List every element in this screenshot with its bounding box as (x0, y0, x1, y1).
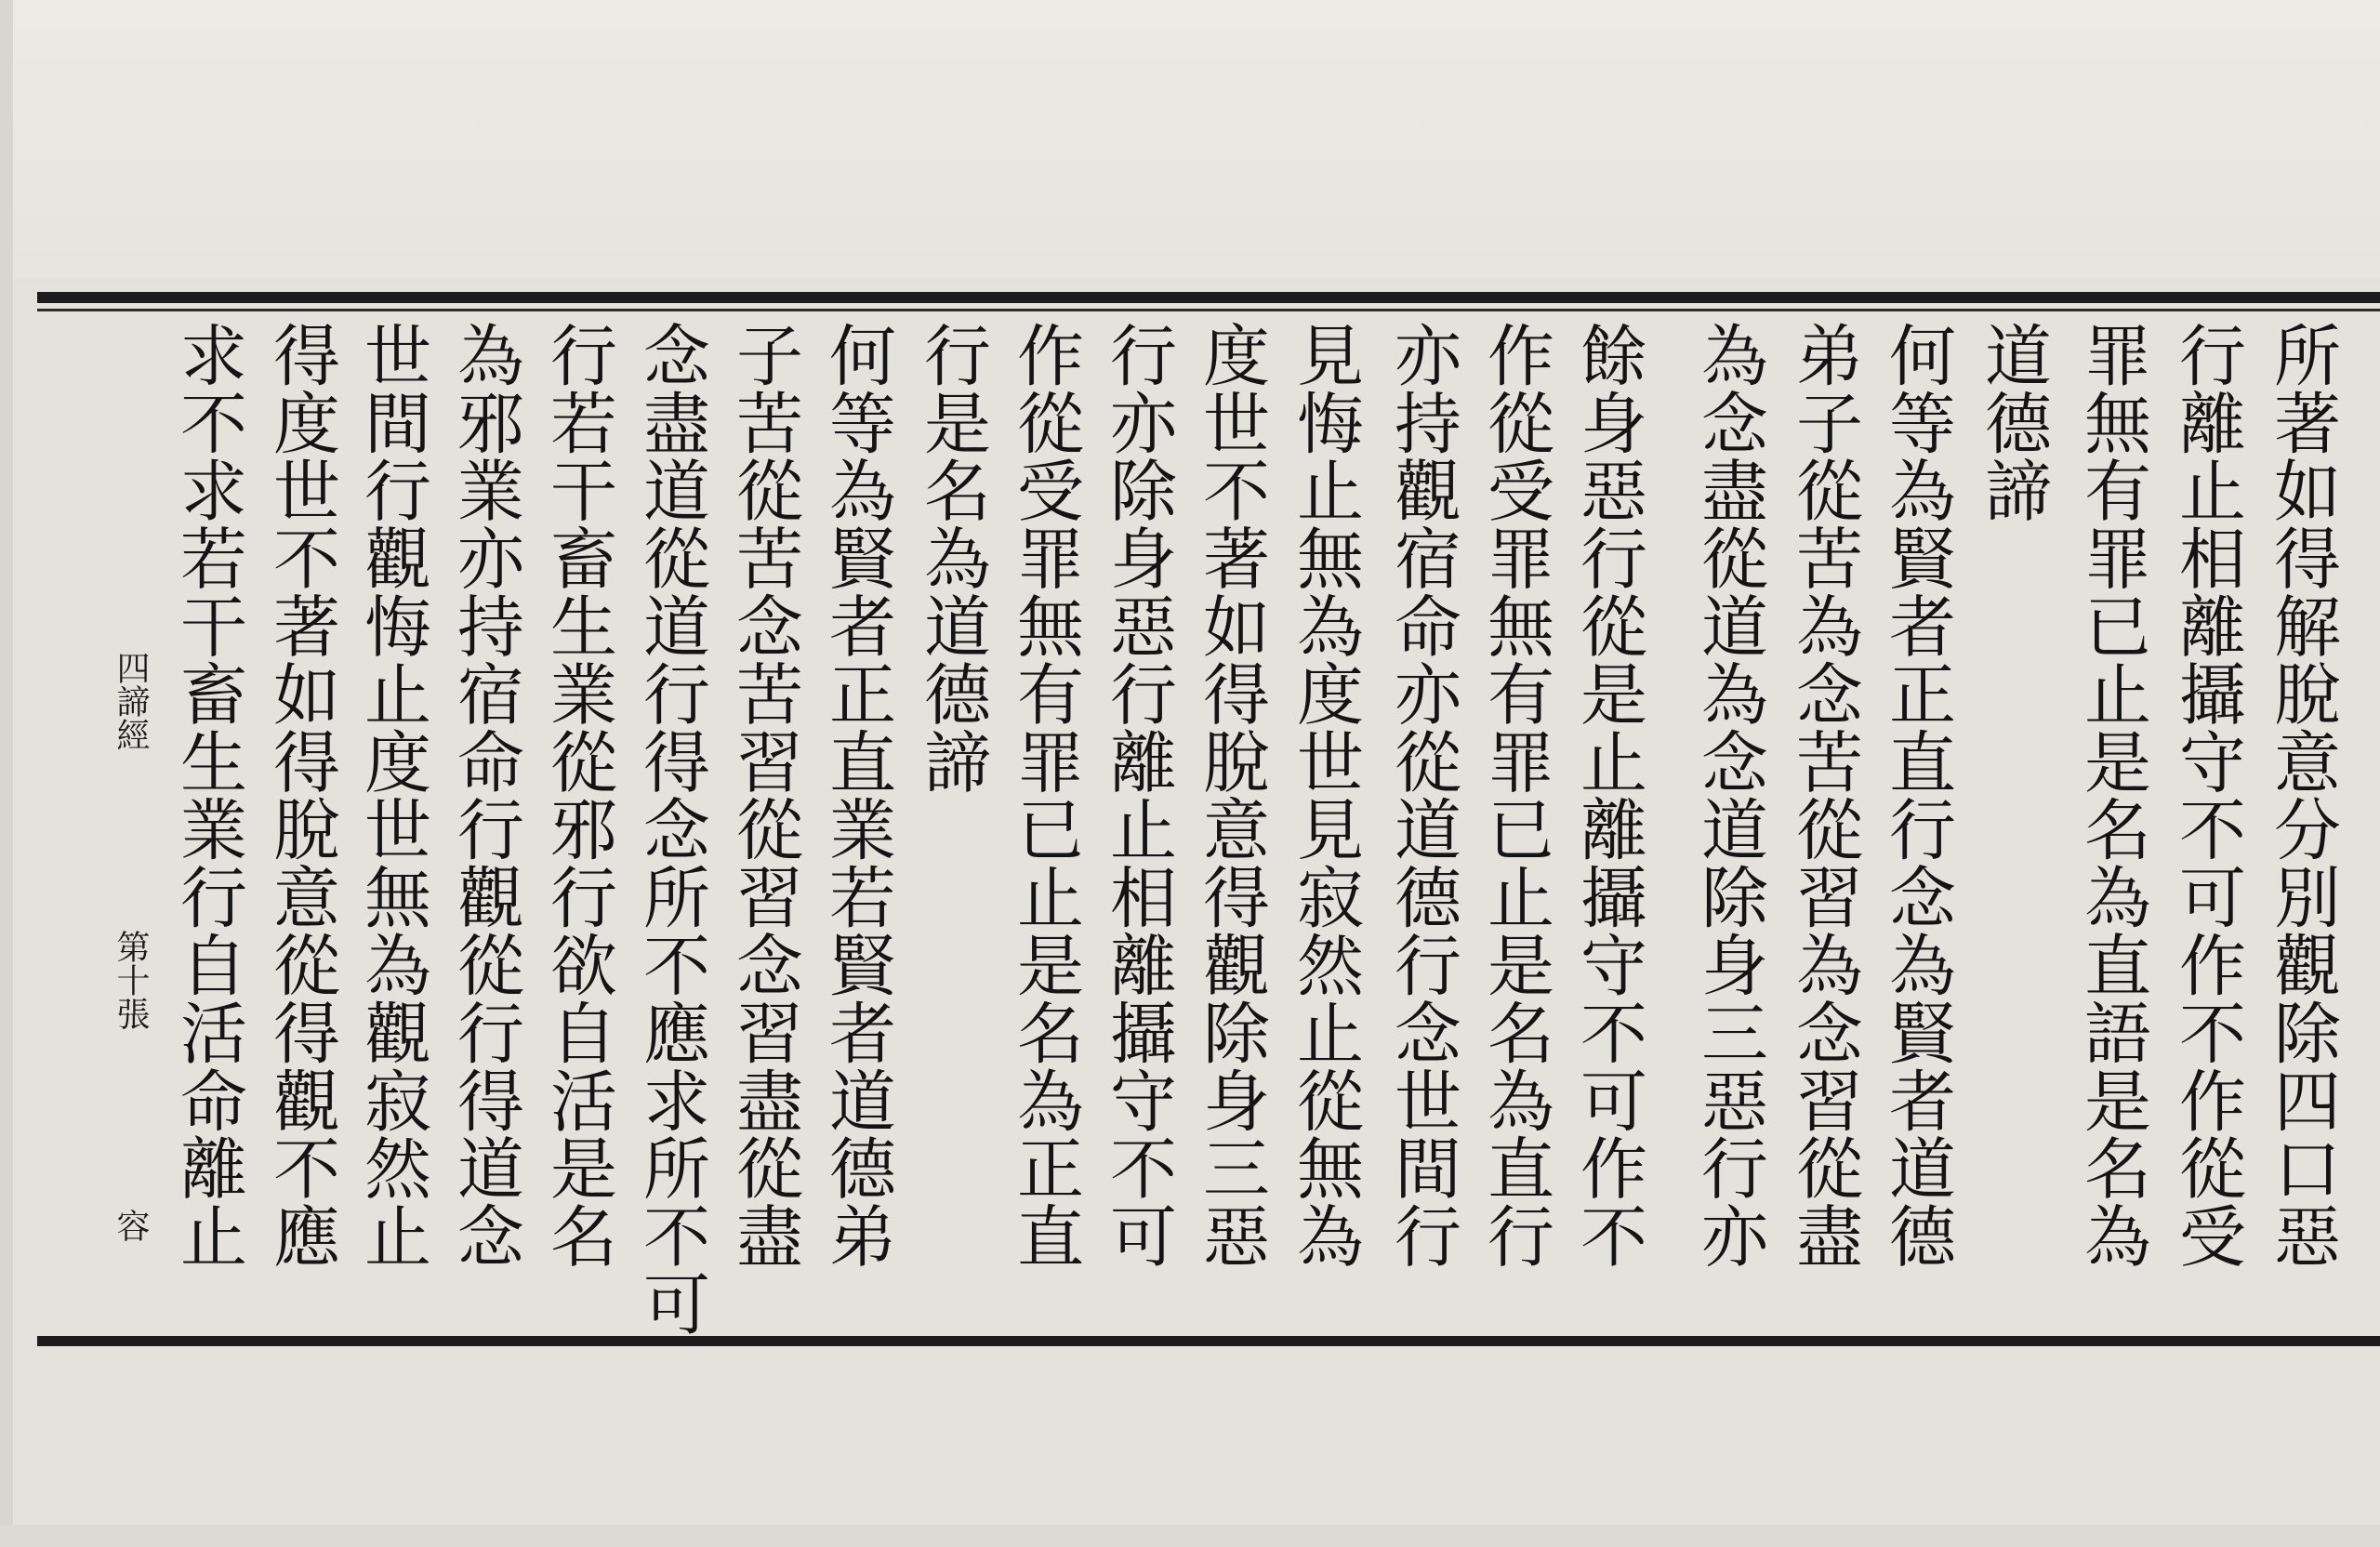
text-column-8: 餘身惡行從是止離攝守不可作不 (1569, 321, 1647, 1270)
text-column-1: 所著如得解脫意分別觀除四口惡 (2263, 321, 2341, 1270)
text-column-14: 作從受罪無有罪已止是名為正直 (1006, 321, 1084, 1270)
text-column-13: 行亦除身惡行離止相離攝守不可 (1099, 321, 1177, 1270)
text-column-6: 弟子從苦為念苦從習為念習從盡 (1785, 321, 1863, 1270)
text-column-4: 道德諦 (1974, 321, 2052, 524)
text-column-5: 何等為賢者正直行念為賢者道德 (1878, 321, 1956, 1270)
text-column-9: 作從受罪無有罪已止是名為直行 (1476, 321, 1554, 1270)
text-column-15: 行是名為道德諦 (913, 321, 991, 796)
margin-mark: 容 (112, 1209, 150, 1242)
text-column-22: 得度世不著如得脫意從得觀不應 (262, 321, 340, 1270)
text-column-3: 罪無有罪已止是名為直語是名為 (2073, 321, 2151, 1270)
margin-title: 四諦經 (112, 651, 150, 751)
text-column-2: 行離止相離攝守不可作不作從受 (2168, 321, 2246, 1270)
text-column-16: 何等為賢者正直業若賢者道德弟 (818, 321, 896, 1270)
text-column-7: 為念盡從道為念道除身三惡行亦 (1690, 321, 1768, 1270)
text-column-12: 度世不著如得脫意得觀除身三惡 (1192, 321, 1270, 1270)
text-column-20: 為邪業亦持宿命行觀從行得道念 (446, 321, 524, 1270)
text-column-23: 求不求若干畜生業行自活命離止 (169, 321, 247, 1270)
text-column-18: 念盡道從道行得念所不應求所不可 (632, 321, 710, 1338)
bottom-edge (0, 1525, 2380, 1547)
text-column-17: 子苦從苦念苦習從習念習盡從盡 (725, 321, 803, 1270)
text-column-19: 行若干畜生業從邪行欲自活是名 (539, 321, 617, 1270)
text-column-11: 見悔止無為度世見寂然止從無為 (1286, 321, 1364, 1270)
text-column-10: 亦持觀宿命亦從道德行念世間行 (1383, 321, 1461, 1270)
margin-sheet-number: 第十張 (112, 930, 150, 1030)
text-column-21: 世間行觀悔止度世無為觀寂然止 (353, 321, 431, 1270)
